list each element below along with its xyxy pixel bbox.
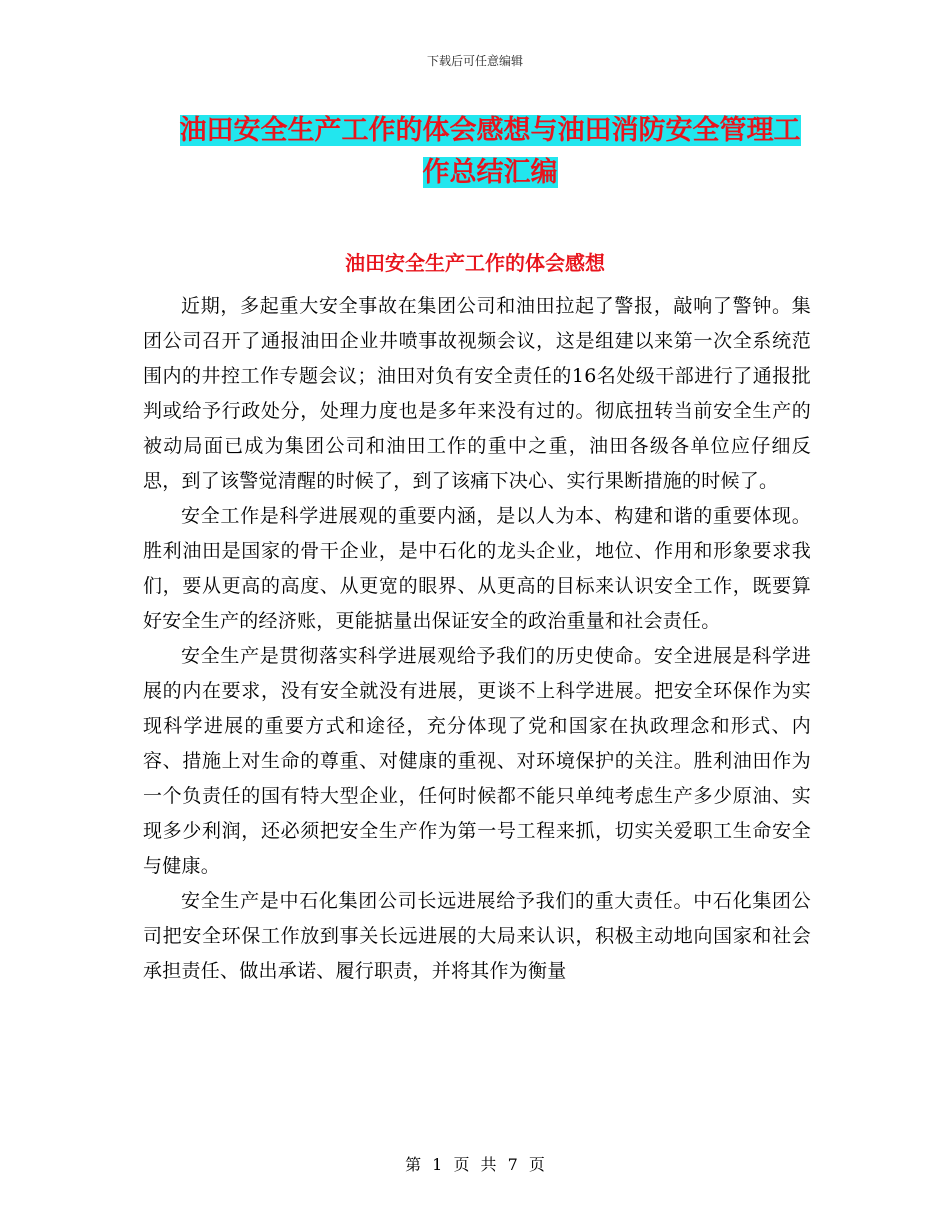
title-line-1: 油田安全生产工作的体会感想与油田消防安全管理工 [179,115,801,146]
section-title: 油田安全生产工作的体会感想 [345,251,605,275]
header-note: 下载后可任意编辑 [426,54,523,68]
page-footer: 第 1 页 共 7 页 [405,1155,545,1174]
document-title [170,110,810,194]
paragraph: 安全工作是科学进展观的重要内涵，是以人为本、构建和谐的重要体现。胜利油田是国家的骨干企业，是中石化的龙头企业，地位、作用和形象要求我们，要从更高的高度、从更宽的眼界、从更高的目标来认识安全工作，既要算好安全生产的经济账，更能掂量出保证安全的政治重量和社会责任。 [143,505,811,632]
body-text [143,289,811,989]
title-line-2: 作总结汇编 [422,157,558,188]
paragraph: 安全生产是中石化集团公司长远进展给予我们的重大责任。中石化集团公司把安全环保工作放到事关长远进展的大局来认识，积极主动地向国家和社会承担责任、做出承诺、履行职责，并将其作为衡量 [143,890,811,982]
paragraph: 近期，多起重大安全事故在集团公司和油田拉起了警报，敲响了警钟。集团公司召开了通报油田企业井喷事故视频会议，这是组建以来第一次全系统范围内的井控工作专题会议；油田对负有安全责任的16名处级干部进行了通报批判或给予行政处分，处理力度也是多年来没有过的。彻底扭转当前安全生产的被动局面已成为集团公司和油田工作的重中之重，油田各级各单位应仔细反思，到了该警觉清醒的时候了，到了该痛下决心、实行果断措施的时候了。 [143,295,811,492]
paragraph: 安全生产是贯彻落实科学进展观给予我们的历史使命。安全进展是科学进展的内在要求，没有安全就没有进展，更谈不上科学进展。把安全环保作为实现科学进展的重要方式和途径，充分体现了党和国家在执政理念和形式、内容、措施上对生命的尊重、对健康的重视、对环境保护的关注。胜利油田作为一个负责任的国有特大型企业，任何时候都不能只单纯考虑生产多少原油、实现多少利润，还必须把安全生产作为第一号工程来抓，切实关爱职工生命安全与健康。 [143,645,811,877]
